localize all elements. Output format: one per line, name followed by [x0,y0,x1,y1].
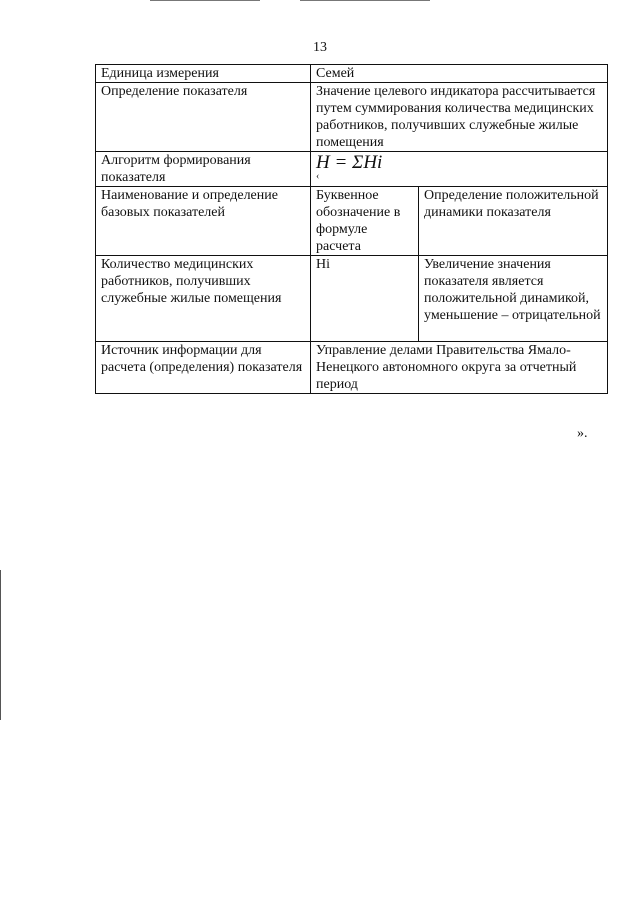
scan-top-edge [150,0,260,1]
indicator-table [95,64,608,394]
base-indicator-symbol: Hi [311,256,419,342]
scan-top-edge-2 [300,0,430,1]
formula: H = ΣHi [316,152,383,173]
page-number: 13 [313,40,327,55]
dynamics-column-header: Определение положительной динамики показателя [419,187,608,256]
source-label: Источник информации для расчета (определения) показателя [96,342,311,394]
table-row-base-header [96,187,608,256]
base-indicators-label: Наименование и определение базовых показателей [96,187,311,256]
base-indicator-dynamics: Увеличение значения показателя является положительной динамикой, уменьшение – отрицательной [419,256,608,342]
source-value: Управление делами Правительства Ямало-Ненецкого автономного округа за отчетный период [311,342,608,394]
table-row-source [96,342,608,394]
algorithm-label: Алгоритм формирования показателя [96,152,311,187]
closing-quote-mark: ». [577,426,588,441]
unit-label: Единица измерения [96,65,311,83]
algorithm-formula-cell [311,152,608,187]
table-row-algorithm [96,152,608,187]
base-indicator-name: Количество медицинских работников, получивших служебные жилые помещения [96,256,311,342]
unit-value: Семей [311,65,608,83]
symbol-column-header: Буквенное обозначение в формуле расчета [311,187,419,256]
formula-mark: ‹ [316,171,320,182]
scan-left-edge [0,570,1,720]
definition-value: Значение целевого индикатора рассчитывается путем суммирования количества медицинских работников, получивших служебные жилые помещения [311,83,608,152]
table-row-definition [96,83,608,152]
table-row-unit [96,65,608,83]
definition-label: Определение показателя [96,83,311,152]
table-row-base-indicator [96,256,608,342]
